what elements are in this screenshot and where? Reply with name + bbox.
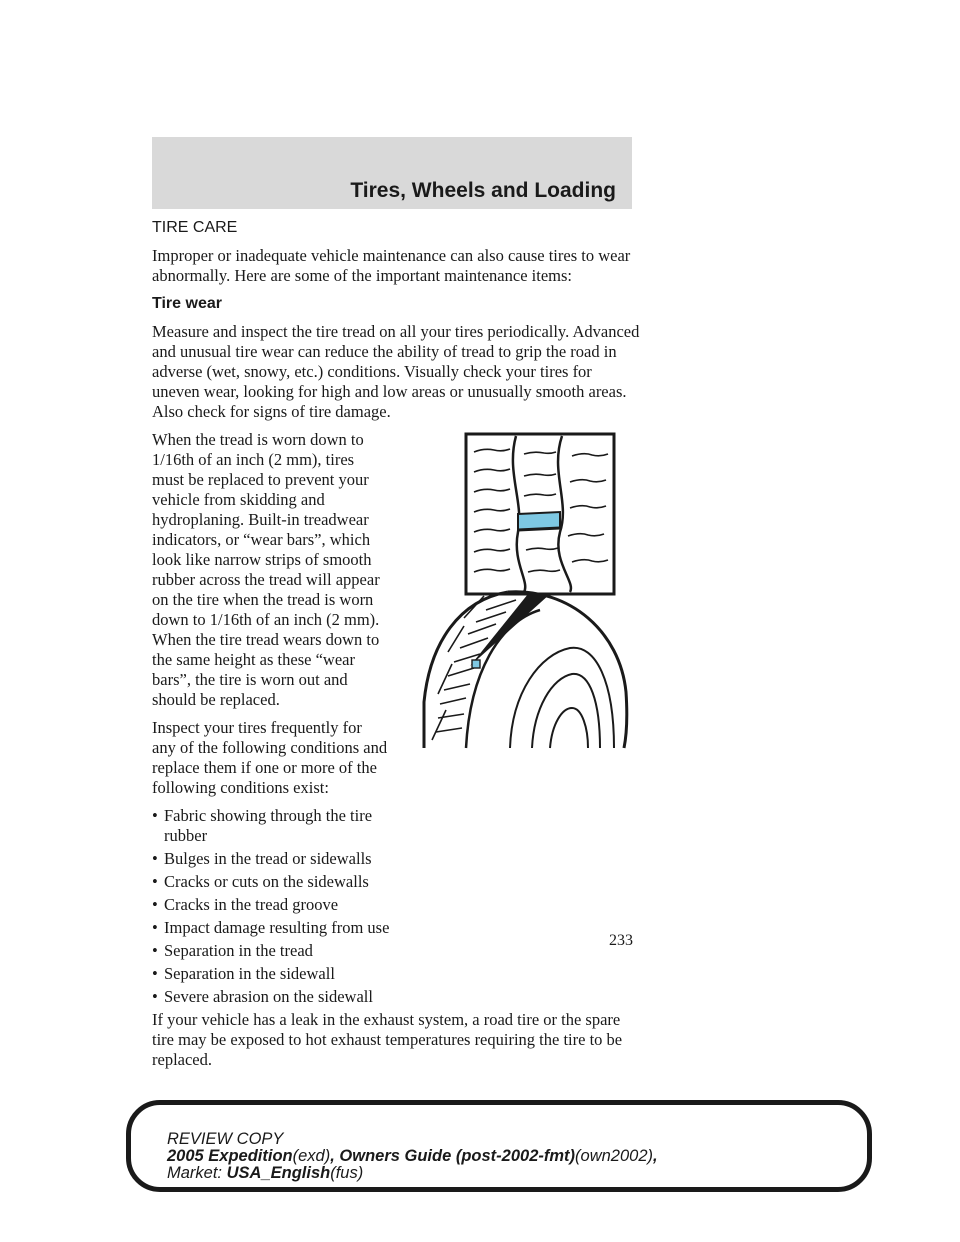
tire-wear-bar-icon — [420, 432, 652, 752]
bullet-icon: • — [152, 964, 158, 983]
page-number: 233 — [609, 932, 633, 949]
intro-paragraph: Improper or inadequate vehicle maintenance can also cause tires to wear abnormally. Here are some of the important maintenance items: — [152, 246, 631, 285]
condition-list — [152, 806, 642, 1007]
list-item: • Separation in the tread — [152, 941, 313, 960]
review-copy-text — [167, 1131, 658, 1182]
section-header-band — [152, 137, 632, 209]
tire-wear-subheading: Tire wear — [152, 295, 222, 312]
bullet-icon: • — [152, 987, 158, 1006]
list-item: • Bulges in the tread or sidewalls — [152, 849, 372, 868]
bullet-icon: • — [152, 849, 158, 868]
closing-paragraph: If your vehicle has a leak in the exhaust system, a road tire or the spare tire may be exposed to hot exhaust temperatures requiring the tire to be replaced. — [152, 1010, 623, 1069]
bullet-icon: • — [152, 872, 158, 891]
bullet-icon: • — [152, 918, 158, 937]
bullet-icon: • — [152, 895, 158, 914]
tire-care-heading: TIRE CARE — [152, 219, 238, 236]
inspection-paragraph: Measure and inspect the tire tread on all your tires periodically. Advanced and unusual tire wear can reduce the ability of tread to grip the road in adverse (wet, snowy, etc.) conditions. Visually check your tires for uneven wear, looking for high and low areas or unusually smooth areas. Also check for signs of tire damage. — [152, 322, 640, 421]
list-item: • Fabric showing through the tire rubber — [152, 806, 373, 845]
list-item: • Impact damage resulting from use — [152, 918, 390, 937]
review-copy-product: 2005 Expedition(exd), Owners Guide (post-2002-fmt)(own2002), — [167, 1147, 658, 1165]
treadwear-paragraph: When the tread is worn down to 1/16th of an inch (2 mm), tires must be replaced to prevent your vehicle from skidding and hydroplaning. Built-in treadwear indicators, or “wear bars”, which look like narrow strips of smooth rubber across the tread will appear on the tire when the tread is worn down to 1/16th of an inch (2 mm). When the tire tread wears down to the same height as these “wear bars”, the tire is worn out and should be replaced. — [152, 430, 380, 709]
conditions-paragraph: Inspect your tires frequently for any of the following conditions and replace them if one or more of the following conditions exist: — [152, 718, 388, 797]
review-copy-box — [126, 1100, 872, 1192]
list-item: • Cracks or cuts on the sidewalls — [152, 872, 369, 891]
page-content — [152, 218, 642, 1078]
bullet-icon: • — [152, 941, 158, 960]
bullet-icon: • — [152, 806, 158, 825]
review-copy-label: REVIEW COPY — [167, 1130, 284, 1148]
list-item: • Severe abrasion on the sidewall — [152, 987, 373, 1006]
list-item: • Cracks in the tread groove — [152, 895, 339, 914]
section-title: Tires, Wheels and Loading — [350, 179, 616, 202]
treadwear-indicator-illustration — [420, 432, 652, 752]
review-copy-market: Market: USA_English(fus) — [167, 1164, 364, 1182]
list-item: • Separation in the sidewall — [152, 964, 335, 983]
